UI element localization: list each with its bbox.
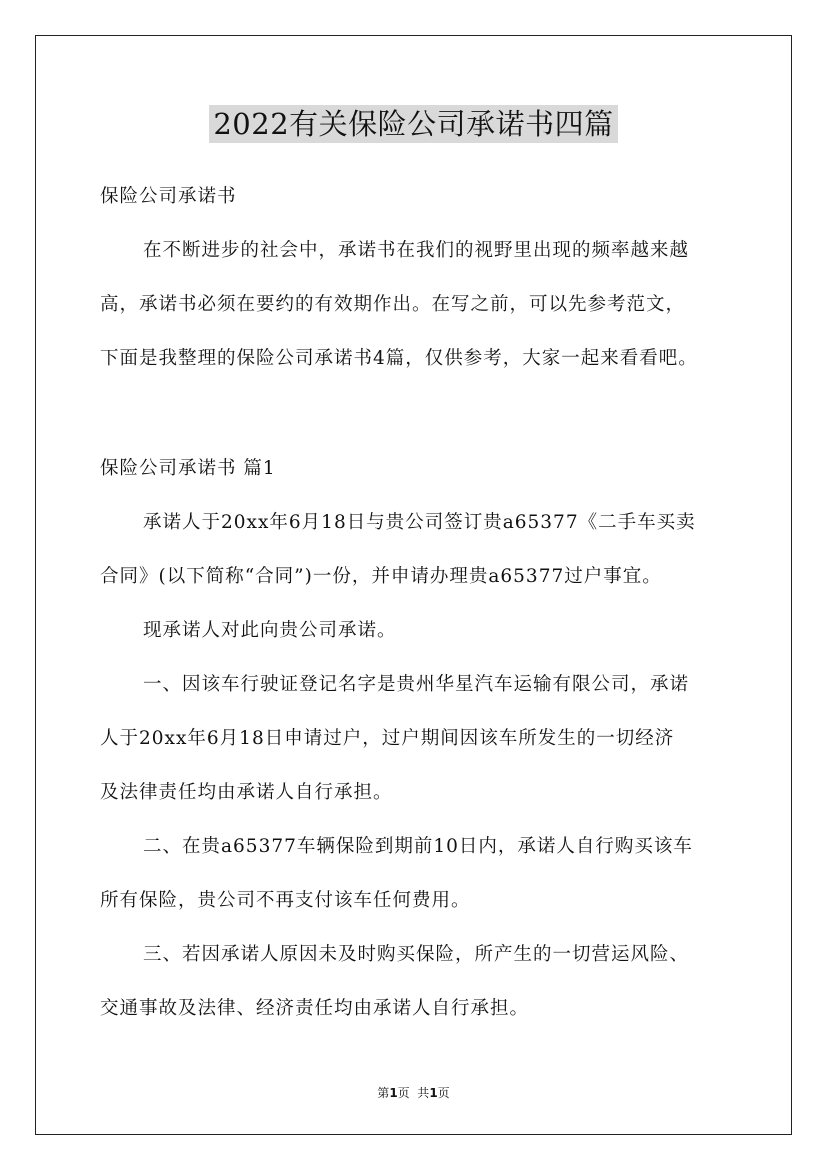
footer-page-prefix: 第 (377, 1086, 390, 1100)
document-title-block (0, 102, 827, 143)
body-line-9: 三、若因承诺人原因未及时购买保险，所产生的一切营运风险、 (143, 944, 690, 965)
footer-page-current: 1 (389, 1086, 398, 1100)
footer-page-mid: 页 共 (397, 1086, 430, 1100)
footer-page-total: 1 (429, 1086, 438, 1100)
body-line-8: 所有保险，贵公司不再支付该车任何费用。 (100, 890, 471, 911)
body-line-2: 合同》(以下简称“合同”)一份，并申请办理贵a65377过户事宜。 (100, 566, 662, 587)
intro-line-3: 下面是我整理的保险公司承诺书4篇，仅供参考，大家一起来看看吧。 (100, 348, 698, 369)
section-heading: 保险公司承诺书 (100, 186, 237, 207)
body-line-6: 及法律责任均由承诺人自行承担。 (100, 782, 393, 803)
page-footer (0, 1084, 827, 1101)
body-line-1: 承诺人于20xx年6月18日与贵公司签订贵a65377《二手车买卖 (143, 512, 696, 533)
intro-line-2: 高，承诺书必须在要约的有效期作出。在写之前，可以先参考范文， (100, 294, 686, 315)
body-line-7: 二、在贵a65377车辆保险到期前10日内，承诺人自行购买该车 (143, 836, 693, 857)
footer-page-suffix: 页 (437, 1086, 450, 1100)
body-line-5: 人于20xx年6月18日申请过户，过户期间因该车所发生的一切经济 (100, 728, 675, 749)
body-line-4: 一、因该车行驶证登记名字是贵州华星汽车运输有限公司，承诺 (143, 674, 690, 695)
body-line-3: 现承诺人对此向贵公司承诺。 (143, 620, 397, 641)
intro-line-1: 在不断进步的社会中，承诺书在我们的视野里出现的频率越来越 (143, 240, 690, 261)
body-line-10: 交通事故及法律、经济责任均由承诺人自行承担。 (100, 998, 530, 1019)
document-title: 2022有关保险公司承诺书四篇 (209, 105, 617, 143)
article-heading: 保险公司承诺书 篇1 (100, 458, 276, 479)
